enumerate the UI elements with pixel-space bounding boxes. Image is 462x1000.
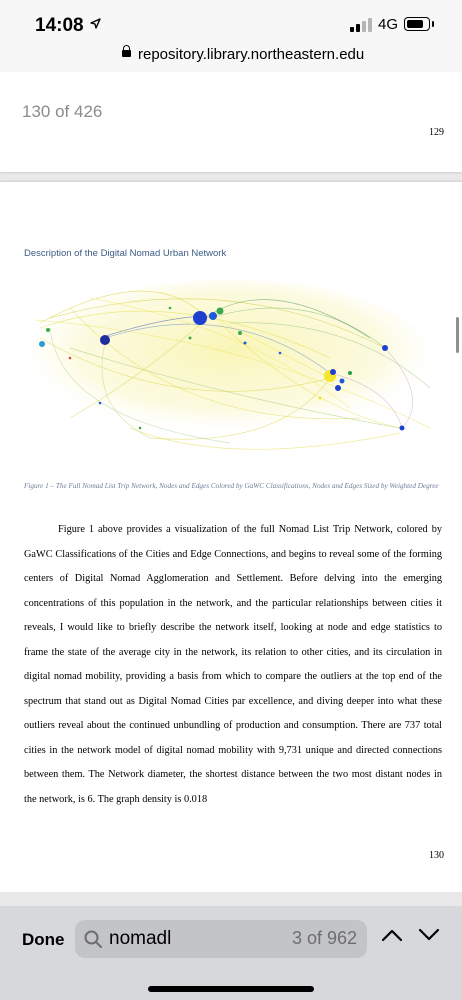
url-bar[interactable] xyxy=(0,42,462,72)
chevron-down-icon xyxy=(418,928,440,942)
figure-caption: Figure 1 – The Full Nomad List Trip Network, Nodes and Edges Colored by GaWC Classifications, Nodes and Edges Sized by Weighted Degree xyxy=(24,482,439,490)
section-heading: Description of the Digital Nomad Urban Network xyxy=(24,248,227,259)
page-counter: 130 of 426 xyxy=(22,102,103,121)
page-number: 130 xyxy=(429,850,444,861)
pdf-page-previous xyxy=(0,72,462,172)
network-type: 4G xyxy=(378,16,399,33)
location-arrow-icon xyxy=(90,18,101,29)
url-text[interactable]: repository.library.northeastern.edu xyxy=(138,46,365,63)
battery-icon xyxy=(404,17,430,31)
pdf-page-current xyxy=(0,182,462,892)
find-bar xyxy=(0,906,462,1000)
home-indicator[interactable] xyxy=(148,986,314,992)
find-search-field[interactable] xyxy=(75,920,367,958)
match-count: 3 of 962 xyxy=(291,928,357,948)
page-number: 129 xyxy=(429,127,444,138)
status-time: 14:08 xyxy=(35,15,84,36)
body-paragraph: Figure 1 above provides a visualization of the full Nomad List Trip Network, colored by GaWC Classifications of the Cities and Edge Connections, and begins to reveal some of the forming centers of Digital Nomad Agglomeration and Settlement. Before delving into the emerging concentrations of this population in the network, and the particular relationships between cities it reveals, I would like to briefly describe the network itself, looking at node and edge statistics to frame the state of the average city in the network, its relation to other cities, and its circulation in digital nomad mobility, providing a basis from which to compare the outliers at the top end of the spectrum that stand out as Digital Nomad Cities par excellence, and diving deeper into what these outliers reveal about the continued unbundling of production and consumption. There are 737 total cities in the network model of digital nomad mobility with 9,731 unique and directed connections between them. The Network diameter, the shortest distance between the two most distant nodes in the network, is 6. The graph density is 0.018 xyxy=(24,524,442,805)
scroll-indicator[interactable] xyxy=(456,317,459,353)
chevron-up-icon xyxy=(381,928,403,942)
done-button[interactable]: Done xyxy=(22,930,65,949)
lock-icon xyxy=(122,50,131,57)
cellular-signal-icon xyxy=(350,18,372,32)
previous-match-button[interactable] xyxy=(381,928,403,945)
find-input[interactable] xyxy=(109,926,269,952)
status-bar xyxy=(0,0,462,42)
network-figure xyxy=(30,278,448,468)
search-icon xyxy=(84,930,102,948)
next-match-button[interactable] xyxy=(418,928,440,945)
